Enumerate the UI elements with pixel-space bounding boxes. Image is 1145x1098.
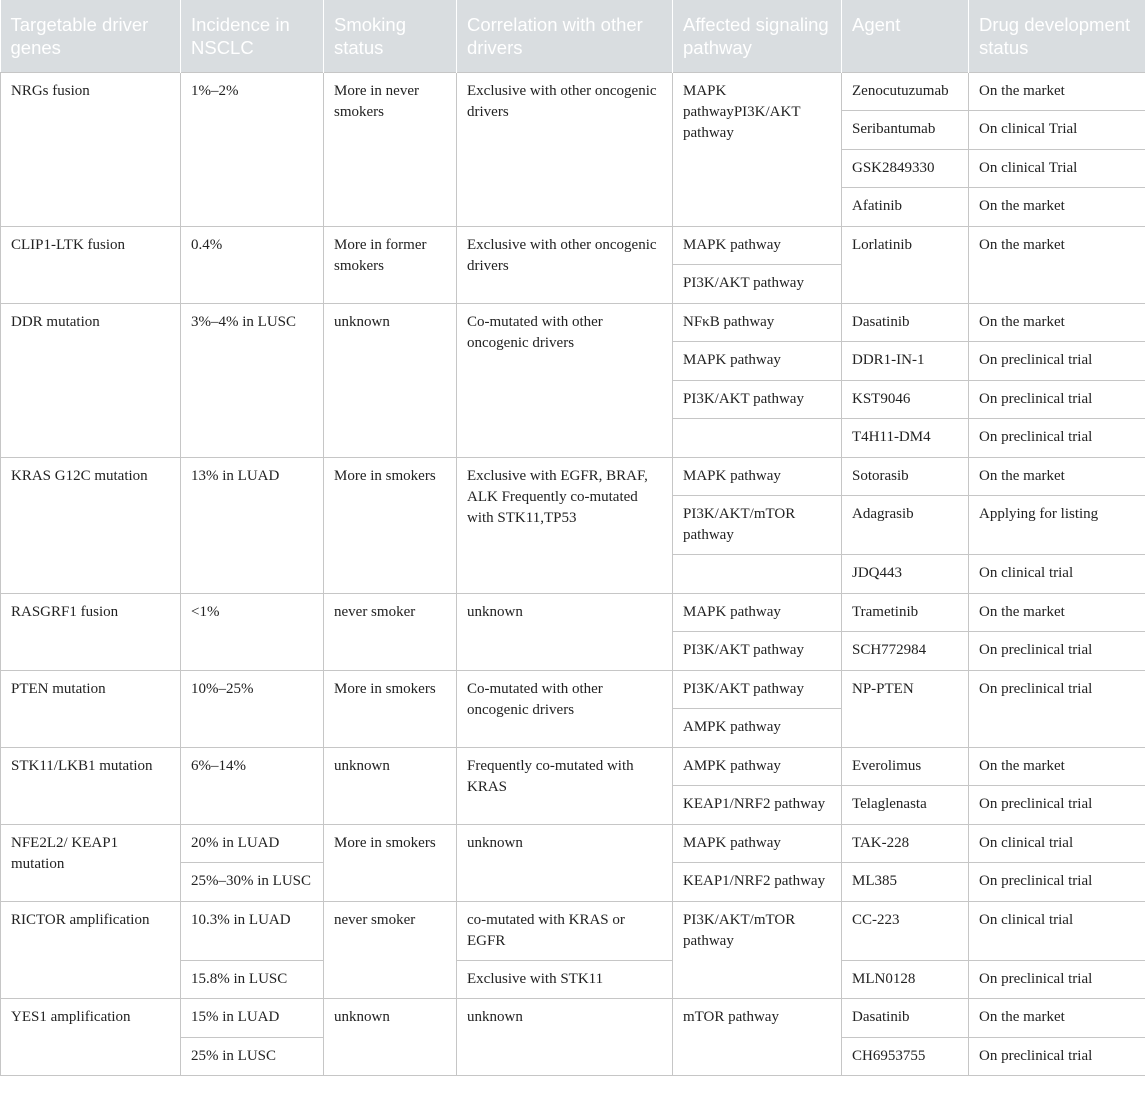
status-cell: On clinical trial xyxy=(969,824,1145,863)
incidence-cell: 3%–4% in LUSC xyxy=(181,303,324,457)
incidence-cell: 6%–14% xyxy=(181,747,324,824)
table-row xyxy=(1,999,1145,1038)
status-cell: On clinical trial xyxy=(969,901,1145,960)
header-incidence: Incidence in NSCLC xyxy=(181,0,324,72)
status-cell: On preclinical trial xyxy=(969,380,1145,419)
table-row xyxy=(1,824,1145,863)
status-cell: On clinical Trial xyxy=(969,149,1145,188)
correlation-cell: unknown xyxy=(457,824,673,901)
table-row xyxy=(1,457,1145,496)
pathway-cell: MAPK pathway xyxy=(673,593,842,632)
status-cell: On the market xyxy=(969,72,1145,111)
agent-cell: CH6953755 xyxy=(842,1037,969,1076)
pathway-cell: PI3K/AKT/mTOR pathway xyxy=(673,496,842,555)
agent-cell: SCH772984 xyxy=(842,632,969,671)
incidence-cell: 20% in LUAD xyxy=(181,824,324,863)
gene-cell: RICTOR amplification xyxy=(1,901,181,999)
header-smoking-status: Smoking status xyxy=(324,0,457,72)
correlation-cell: Exclusive with STK11 xyxy=(457,960,673,999)
incidence-cell: 1%–2% xyxy=(181,72,324,226)
header-correlation: Correlation with other drivers xyxy=(457,0,673,72)
smoking-cell: never smoker xyxy=(324,593,457,670)
header-development-status: Drug development status xyxy=(969,0,1145,72)
correlation-cell: Co-mutated with other oncogenic drivers xyxy=(457,670,673,747)
agent-cell: CC-223 xyxy=(842,901,969,960)
pathway-cell: mTOR pathway xyxy=(673,999,842,1076)
table-row xyxy=(1,303,1145,342)
gene-cell: NFE2L2/ KEAP1 mutation xyxy=(1,824,181,901)
pathway-cell: PI3K/AKT pathway xyxy=(673,670,842,709)
pathway-cell: KEAP1/NRF2 pathway xyxy=(673,863,842,902)
header-signaling-pathway: Affected signaling pathway xyxy=(673,0,842,72)
agent-cell: Trametinib xyxy=(842,593,969,632)
pathway-cell xyxy=(673,555,842,594)
status-cell: On the market xyxy=(969,593,1145,632)
status-cell: On preclinical trial xyxy=(969,863,1145,902)
incidence-cell: 25%–30% in LUSC xyxy=(181,863,324,902)
correlation-cell: Exclusive with other oncogenic drivers xyxy=(457,226,673,303)
table-row xyxy=(1,593,1145,632)
smoking-cell: unknown xyxy=(324,303,457,457)
pathway-cell: AMPK pathway xyxy=(673,747,842,786)
incidence-cell: 13% in LUAD xyxy=(181,457,324,593)
incidence-cell: 10.3% in LUAD xyxy=(181,901,324,960)
incidence-cell: 10%–25% xyxy=(181,670,324,747)
incidence-cell: <1% xyxy=(181,593,324,670)
agent-cell: NP-PTEN xyxy=(842,670,969,747)
agent-cell: MLN0128 xyxy=(842,960,969,999)
correlation-cell: Exclusive with EGFR, BRAF, ALK Frequently co-mutated with STK11,TP53 xyxy=(457,457,673,593)
agent-cell: Telaglenasta xyxy=(842,786,969,825)
status-cell: On clinical trial xyxy=(969,555,1145,594)
table-row xyxy=(1,226,1145,265)
pathway-cell: MAPK pathwayPI3K/AKT pathway xyxy=(673,72,842,226)
smoking-cell: More in smokers xyxy=(324,824,457,901)
smoking-cell: More in former smokers xyxy=(324,226,457,303)
status-cell: On preclinical trial xyxy=(969,419,1145,458)
correlation-cell: unknown xyxy=(457,593,673,670)
agent-cell: GSK2849330 xyxy=(842,149,969,188)
status-cell: On the market xyxy=(969,457,1145,496)
pathway-cell: NFκB pathway xyxy=(673,303,842,342)
pathway-cell: MAPK pathway xyxy=(673,226,842,265)
pathway-cell xyxy=(673,419,842,458)
agent-cell: Sotorasib xyxy=(842,457,969,496)
table-row xyxy=(1,747,1145,786)
smoking-cell: More in smokers xyxy=(324,457,457,593)
correlation-cell: co-mutated with KRAS or EGFR xyxy=(457,901,673,960)
agent-cell: JDQ443 xyxy=(842,555,969,594)
status-cell: On preclinical trial xyxy=(969,670,1145,747)
correlation-cell: Frequently co-mutated with KRAS xyxy=(457,747,673,824)
gene-cell: NRGs fusion xyxy=(1,72,181,226)
status-cell: On preclinical trial xyxy=(969,342,1145,381)
smoking-cell: unknown xyxy=(324,747,457,824)
gene-cell: DDR mutation xyxy=(1,303,181,457)
status-cell: On preclinical trial xyxy=(969,786,1145,825)
agent-cell: Adagrasib xyxy=(842,496,969,555)
gene-cell: YES1 amplification xyxy=(1,999,181,1076)
status-cell: On the market xyxy=(969,188,1145,227)
smoking-cell: More in smokers xyxy=(324,670,457,747)
gene-cell: PTEN mutation xyxy=(1,670,181,747)
incidence-cell: 25% in LUSC xyxy=(181,1037,324,1076)
header-driver-genes: Targetable driver genes xyxy=(1,0,181,72)
status-cell: On the market xyxy=(969,226,1145,303)
pathway-cell: PI3K/AKT/mTOR pathway xyxy=(673,901,842,999)
gene-cell: RASGRF1 fusion xyxy=(1,593,181,670)
agent-cell: Zenocutuzumab xyxy=(842,72,969,111)
correlation-cell: unknown xyxy=(457,999,673,1076)
agent-cell: T4H11-DM4 xyxy=(842,419,969,458)
gene-cell: KRAS G12C mutation xyxy=(1,457,181,593)
table-row xyxy=(1,72,1145,111)
status-cell: Applying for listing xyxy=(969,496,1145,555)
correlation-cell: Exclusive with other oncogenic drivers xyxy=(457,72,673,226)
gene-cell: CLIP1-LTK fusion xyxy=(1,226,181,303)
pathway-cell: MAPK pathway xyxy=(673,457,842,496)
agent-cell: Lorlatinib xyxy=(842,226,969,303)
table-row xyxy=(1,901,1145,960)
incidence-cell: 15% in LUAD xyxy=(181,999,324,1038)
pathway-cell: MAPK pathway xyxy=(673,824,842,863)
header-agent: Agent xyxy=(842,0,969,72)
agent-cell: Seribantumab xyxy=(842,111,969,150)
agent-cell: Afatinib xyxy=(842,188,969,227)
status-cell: On preclinical trial xyxy=(969,632,1145,671)
incidence-cell: 15.8% in LUSC xyxy=(181,960,324,999)
agent-cell: Dasatinib xyxy=(842,303,969,342)
status-cell: On the market xyxy=(969,747,1145,786)
correlation-cell: Co-mutated with other oncogenic drivers xyxy=(457,303,673,457)
pathway-cell: PI3K/AKT pathway xyxy=(673,265,842,304)
table-row xyxy=(1,670,1145,709)
header-row xyxy=(1,0,1145,72)
pathway-cell: PI3K/AKT pathway xyxy=(673,632,842,671)
pathway-cell: KEAP1/NRF2 pathway xyxy=(673,786,842,825)
agent-cell: Everolimus xyxy=(842,747,969,786)
agent-cell: KST9046 xyxy=(842,380,969,419)
agent-cell: ML385 xyxy=(842,863,969,902)
status-cell: On preclinical trial xyxy=(969,1037,1145,1076)
incidence-cell: 0.4% xyxy=(181,226,324,303)
pathway-cell: MAPK pathway xyxy=(673,342,842,381)
status-cell: On clinical Trial xyxy=(969,111,1145,150)
smoking-cell: More in never smokers xyxy=(324,72,457,226)
smoking-cell: unknown xyxy=(324,999,457,1076)
status-cell: On the market xyxy=(969,999,1145,1038)
agent-cell: TAK-228 xyxy=(842,824,969,863)
agent-cell: Dasatinib xyxy=(842,999,969,1038)
pathway-cell: AMPK pathway xyxy=(673,709,842,748)
status-cell: On preclinical trial xyxy=(969,960,1145,999)
agent-cell: DDR1-IN-1 xyxy=(842,342,969,381)
status-cell: On the market xyxy=(969,303,1145,342)
gene-cell: STK11/LKB1 mutation xyxy=(1,747,181,824)
pathway-cell: PI3K/AKT pathway xyxy=(673,380,842,419)
smoking-cell: never smoker xyxy=(324,901,457,999)
